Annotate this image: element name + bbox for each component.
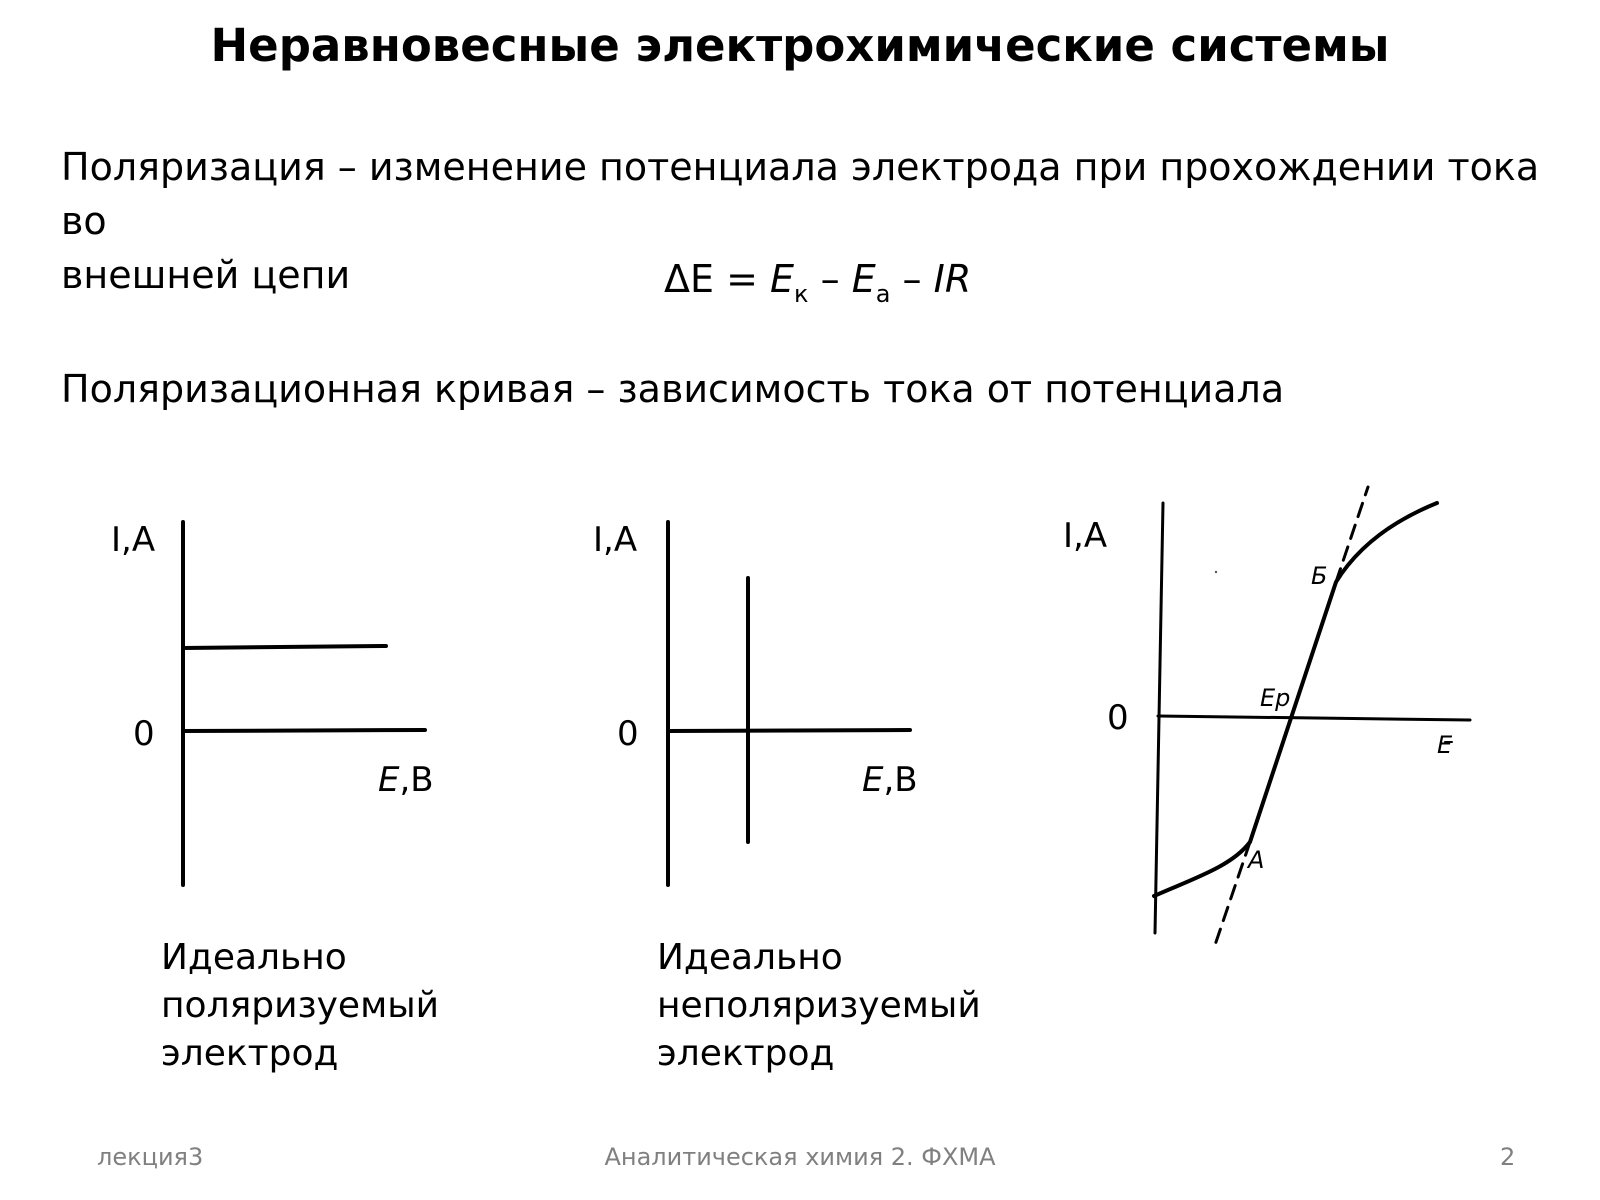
d2-x-axis [668,730,910,731]
d3-zero-label: 0 [1107,698,1129,738]
d3-polarization-curve [1154,503,1437,896]
d1-y-label: I,A [111,520,156,560]
formula-lhs: ΔE [664,257,715,301]
d1-x-label-unit: ,В [399,760,434,800]
d2-caption-line-1: Идеально [657,937,843,978]
d2-caption-line-3: электрод [657,1033,835,1074]
slide-title: Неравновесные электрохимические системы [210,19,1390,72]
polarization-curve-definition: Поляризационная кривая – зависимость тока от потенциала [61,367,1285,411]
footer-page-number: 2 [1500,1143,1516,1171]
d3-speck [1215,571,1217,573]
formula-eq: = [714,257,771,301]
formula-ir: IR [933,257,972,301]
d2-zero-label: 0 [617,714,639,754]
formula-e-anode: E [851,257,876,301]
d3-y-label: I,A [1063,516,1108,556]
d3-point-ep-label: Eр [1260,684,1291,712]
definition-line-1: Поляризация – изменение потенциала электрода при прохождении тока во [61,145,1540,243]
d3-tangent-upper [1336,487,1368,582]
d1-caption-line-2: поляризуемый [161,985,440,1026]
formula-sub-k: к [794,280,809,308]
d2-caption [657,934,1077,1078]
definition-line-2: внешней цепи [61,253,351,297]
d1-zero-label: 0 [133,714,155,754]
d2-y-label: I,A [593,520,638,560]
footer-course: Аналитическая химия 2. ФХМА [604,1143,996,1171]
d3-x-axis [1158,716,1470,720]
d1-x-axis [183,730,425,731]
diagram-1 [183,522,425,885]
d1-x-label [378,760,434,800]
d2-x-label-unit: ,В [883,760,918,800]
formula-sub-a: а [875,280,891,308]
d2-caption-line-2: неполяризуемый [657,985,981,1026]
formula-minus-1: – [808,257,852,301]
d3-point-a-label: А [1248,846,1265,874]
diagram-2 [668,522,910,885]
d2-x-label [862,760,918,800]
footer-lecture: лекция3 [97,1143,204,1171]
d3-point-b-label: Б [1311,562,1328,590]
d1-caption-line-3: электрод [161,1033,339,1074]
d3-y-axis [1155,503,1163,933]
d1-caption-line-1: Идеально [161,937,347,978]
d1-caption [161,934,521,1078]
d1-x-label-var: E [378,760,400,800]
d2-x-label-var: E [862,760,884,800]
d1-current-line [183,646,386,648]
formula-e-cathode: E [770,257,795,301]
d3-x-label: E [1437,731,1453,759]
formula-minus-2: – [890,257,934,301]
